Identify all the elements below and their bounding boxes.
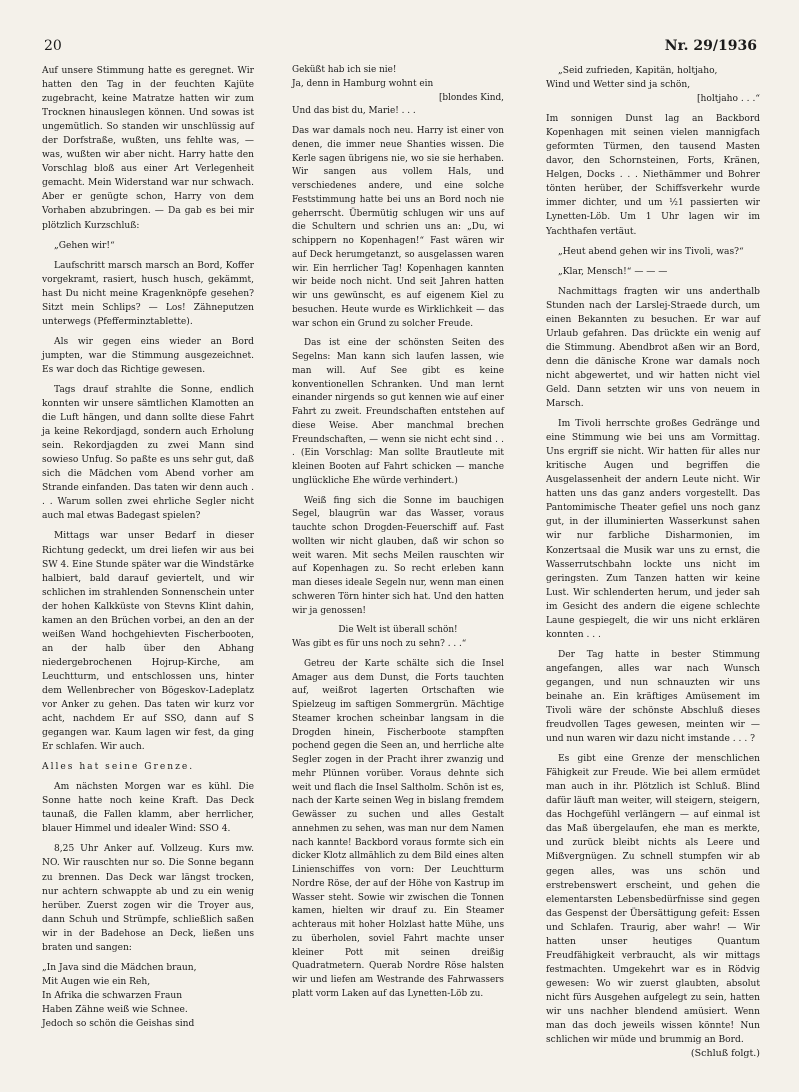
paragraph: Es gibt eine Grenze der menschlichen Fähigkeit zur Freude. Wie bei allem ermüdet man auch in ihr. Plötzlich ist Schluß. Blind dafür läuft man weiter, will steigern, steigern, das Hochgefühl verlängern — auf einmal ist das Maß übergelaufen, ehe man es merkte, und zurück bleibt nichts als Leere und Mißvergnügen. Zu schnell stumpfen wir ab gegen alles, was uns schön und erstrebenswert erscheint, und gehen die elementarsten Lebensbedürfnisse sind gegen das Gespenst der Übersättigung gefeit: Essen und Schlafen. Traurig, aber wahr! — Wir hatten unser heutiges Quantum Freudfähigkeit verbraucht, als wir mittags festmachten. Umgekehrt war es in Rödvig gewesen: Wo wir zuerst glaubten, absolut nicht fürs Ausgehen aufgelegt zu sein, hatten wir uns nachher blendend amüsiert. Wenn man das doch jeweils wissen könnte! Nun schlichen wir müde und brummig an Bord. [546,754,760,1046]
paragraph: Der Tag hatte in bester Stimmung angefangen, alles war nach Wunsch gegangen, und nun schnauzten wir uns beinahe an. Ein kräftiges Amüsement im Tivoli wäre der schönste Abschluß dieses freudvollen Tages gewesen, meinten wir — und nun waren wir dazu nicht imstande . . . ? [546,649,760,745]
paragraph: Im Tivoli herrschte großes Gedränge und eine Stimmung wie bei uns am Vormittag. Uns ergriff sie nicht. Wir hatten für alles nur kritische Augen und begriffen die Ausgelassenheit der andern Leute nicht. Wir hatten uns das ganz anders vorgestellt. Das Pantomimische Theater gefiel uns noch ganz gut, in der illuminierten Wasserkunst sahen wir nur farbliche Disharmonien, im Konzertsaal die Musik war uns zu ernst, die Wasserrutschbahn lockte uns nicht im geringsten. Zum Tanzen hatten wir keine Lust. Wir schlenderten herum, und jeder sah im Gesicht des andern die eigene schlechte Laune gespiegelt, die wir uns nicht erklären konnten . . . [546,419,760,640]
song-verse [546,64,760,106]
column-1 [42,64,254,1031]
paragraph: Am nächsten Morgen war es kühl. Die Sonne hatte noch keine Kraft. Das Deck taunaß, die Fallen klamm, aber herrlicher, blauer Himmel und idealer Wind: SSO 4. [42,782,254,835]
paragraph: Getreu der Karte schälte sich die Insel Amager aus dem Dunst, die Forts tauchten auf, weißrot lagerten Ortschaften wie Spielzeug im saftigen Sommergrün. Mächtige Steamer krochen scheinbar langsam in die Drogden hinein, Fischerboote stampften pochend gegen die Seen an, und herrliche alte Segler zogen in der Pracht ihrer zwanzig und mehr Plünnen vorüber. Voraus dehnte sich weit und flach die Insel Saltholm. Schön ist es, nach der Karte seinen Weg in bislang fremdem Gewässer zu suchen und alles Gestalt annehmen zu sehen, was man nur dem Namen nach kannte! Backbord voraus formte sich ein dicker Klotz allmählich zu dem Bild eines alten Linienschiffes von vorn: Der Leuchtturm Nordre Röse, der auf der Höhe von Kastrup im Wasser steht. Sowie wir zwischen die Tonnen kamen, hielten wir drauf zu. Ein Steamer achteraus mit hoher Holzlast hatte Mühe, uns zu überholen, soviel Fahrt machte unser kleiner Pott mit seinen dreißig Quadratmetern. Querab Nordre Röse halsten wir und liefen am Westrande des Fahrwassers platt vorm Laken auf das Lynetten-Löb zu. [292,658,504,999]
verse-line: [blondes Kind, [438,92,504,103]
verse-line: „In Java sind die Mädchen braun, [42,962,197,973]
paragraph: Laufschritt marsch marsch an Bord, Koffer vorgekramt, rasiert, husch husch, gekämmt, hast Du nicht meine Kragenknöpfe gesehen? Sitzt mein Schlips? — Los! Zähneputzen unterwegs (Pfefferminztablette). [42,260,254,327]
paragraph: 8,25 Uhr Anker auf. Vollzeug. Kurs mw. NO. Wir rauschten nur so. Die Sonne begann zu brennen. Das Deck war längst trocken, nur achtern schwappte ab und zu ein wenig herüber. Zuerst zogen wir die Troyer aus, dann Schuh und Strümpfe, schließlich saßen wir in der Badehose an Deck, ließen uns braten und sangen: [42,844,254,953]
verse-line: Jedoch so schön die Geishas sind [42,1019,195,1029]
verse-line: Ja, denn in Hamburg wohnt ein [292,78,434,89]
verse-line: Und das bist du, Marie! . . . [292,106,416,117]
paragraph: Das ist eine der schönsten Seiten des Segelns: Man kann sich laufen lassen, wie man will. Auf See gibt es keine konventionellen Schranken. Und man lernt einander nirgends so gut kennen wie auf einer Fahrt zu zweit. Freundschaften entstehen auf diese Weise. Aber manchmal brechen Freundschaften, — wenn sie nicht echt sind . . . (Ein Vorschlag: Man sollte Brautleute mit kleinen Booten auf Fahrt schicken — manche unglückliche Ehe würde verhindert.) [292,338,504,486]
issue-number: Nr. 29/1936 [664,38,757,54]
song-verse [42,961,254,1031]
verse-line: Mit Augen wie ein Reh, [42,976,151,987]
verse-line: In Afrika die schwarzen Fraun [42,990,183,1001]
paragraph: Auf unsere Stimmung hatte es geregnet. Wir hatten den Tag in der feuchten Kajüte zugebracht, keine Matratze hatten wir zum Trocknen hinauslegen können. Und sowas ist ungemütlich. So standen wir unschlüssig auf der Dorfstraße, wußten, uns fehlte was, — was, wußten wir aber nicht. Harry hatte den Vorschlag bloß aus einer Art Verlegenheit gemacht. Mein Widerstand war nur schwach. Aber er genügte schon, Harry von dem Vorhaben abzubringen. — Da gab es bei mir plötzlich Kurzschluß: [42,66,254,231]
paragraph: Das war damals noch neu. Harry ist einer von denen, die immer neue Shanties wissen. Die Kerle sagen übrigens nie, wo sie sie herhaben. Wir sangen aus vollem Hals, und verschiedenes andere, und eine solche Feststimmung hatte bei uns an Bord noch nie geherrscht. Übermütig schlugen wir uns auf die Schultern und schrien uns an: „Du, wi schippern no Kopenhagen!“ Fast wären wir auf Deck herumgetanzt, so ausgelassen waren wir. Ein herrlicher Tag! Kopenhagen kannten wir beide noch nicht. Und seit Jahren hatten wir uns gewünscht, es auf eigenem Kiel zu besuchen. Heute wurde es Wirklichkeit — das war schon ein Grund zu solcher Freude. [292,126,504,329]
dialogue-line: „Klar, Mensch!“ — — — [558,266,668,277]
dialogue-line: „Gehen wir!“ [54,240,115,251]
song-quote: Was gibt es für uns noch zu sehn? . . .“ [292,639,467,649]
page-number: 20 [44,38,62,54]
verse-line: Geküßt hab ich sie nie! [292,65,397,75]
verse-line: [holtjaho . . .“ [696,94,760,105]
verse-line: Haben Zähne weiß wie Schnee. [42,1004,188,1015]
dialogue-line: „Heut abend gehen wir ins Tivoli, was?“ [558,246,744,257]
paragraph: Im sonnigen Dunst lag an Backbord Kopenhagen mit seinen vielen mannigfach geformten Türmen, den tausend Masten davor, den Schornsteinen, Forts, Kränen, Helgen, Docks . . . Niethämmer und Bohrer tönten herüber, der Schiffsverkehr wurde immer dichter, und um ½1 passierten wir Lynetten-Löb. Um 1 Uhr lagen wir im Yachthafen vertäut. [546,114,760,237]
verse-line: Wind und Wetter sind ja schön, [546,80,691,91]
column-3 [546,64,760,1061]
song-verse [292,64,504,119]
paragraph: Mittags war unser Bedarf in dieser Richtung gedeckt, um drei liefen wir aus bei SW 4. Eine Stunde später war die Windstärke halbiert, bald darauf geviertelt, und wir schlichen im strahlenden Sonnenschein unter der hohen Kalkküste von Stevns Klint dahin, kamen an den Brüchen vorbei, an den an der weißen Wand hochgehievten Fischerbooten, an der halb über den Abhang niedergebrochenen Hojrup-Kirche, am Leuchtturm, und entschlossen uns, hinter dem Wellenbrecher von Bögeskov-Ladeplatz vor Anker zu gehen. Das taten wir kurz vor acht, nachdem Er auf SSO, dann auf S gegangen war. Kaum lagen wir fest, da ging Er schlafen. Wir auch. [42,531,254,753]
paragraph: Nachmittags fragten wir uns anderthalb Stunden nach der Larslej-Straede durch, um einen Bekannten zu besuchen. Er war auf Urlaub gefahren. Das drückte ein wenig auf die Stimmung. Abendbrot aßen wir an Bord, denn die dänische Krone war damals noch nicht abgewertet, und wir hatten nicht viel Geld. Dann setzten wir uns von neuem in Marsch. [546,286,760,410]
paragraph: Weiß fing sich die Sonne im bauchigen Segel, blaugrün war das Wasser, voraus tauchte schon Drogden-Feuerschiff auf. Fast wollten wir nicht glauben, daß wir schon so weit waren. Mit sechs Meilen rauschten wir auf Kopenhagen zu. So recht erleben kann man dieses ideale Segeln nur, wenn man einen schweren Törn hinter sich hat. Und den hatten wir ja genossen! [292,495,504,616]
continuation-note: (Schluß folgt.) [690,1048,760,1060]
section-heading: Alles hat seine Grenze. [42,762,195,773]
column-2 [292,64,504,1002]
song-quote: Die Welt ist überall schön! [338,625,458,636]
paragraph: Als wir gegen eins wieder an Bord jumpten, war die Stimmung ausgezeichnet. Es war doch das Richtige gewesen. [42,336,254,375]
verse-line: „Seid zufrieden, Kapitän, holtjaho, [558,66,718,76]
paragraph: Tags drauf strahlte die Sonne, endlich konnten wir unsere sämtlichen Klamotten an die Luft hängen, und dann sollte diese Fahrt ja keine Rekordjagd, sondern auch Erholung sein. Rekordjagden zu zwei Mann sind sowieso Unfug. So paßte es uns sehr gut, daß sich die Mädchen vom Abend vorher am Strande einfanden. Das taten wir denn auch . . . Warum sollen zwei ehrliche Segler nicht auch mal etwas Badegast spielen? [42,384,254,522]
